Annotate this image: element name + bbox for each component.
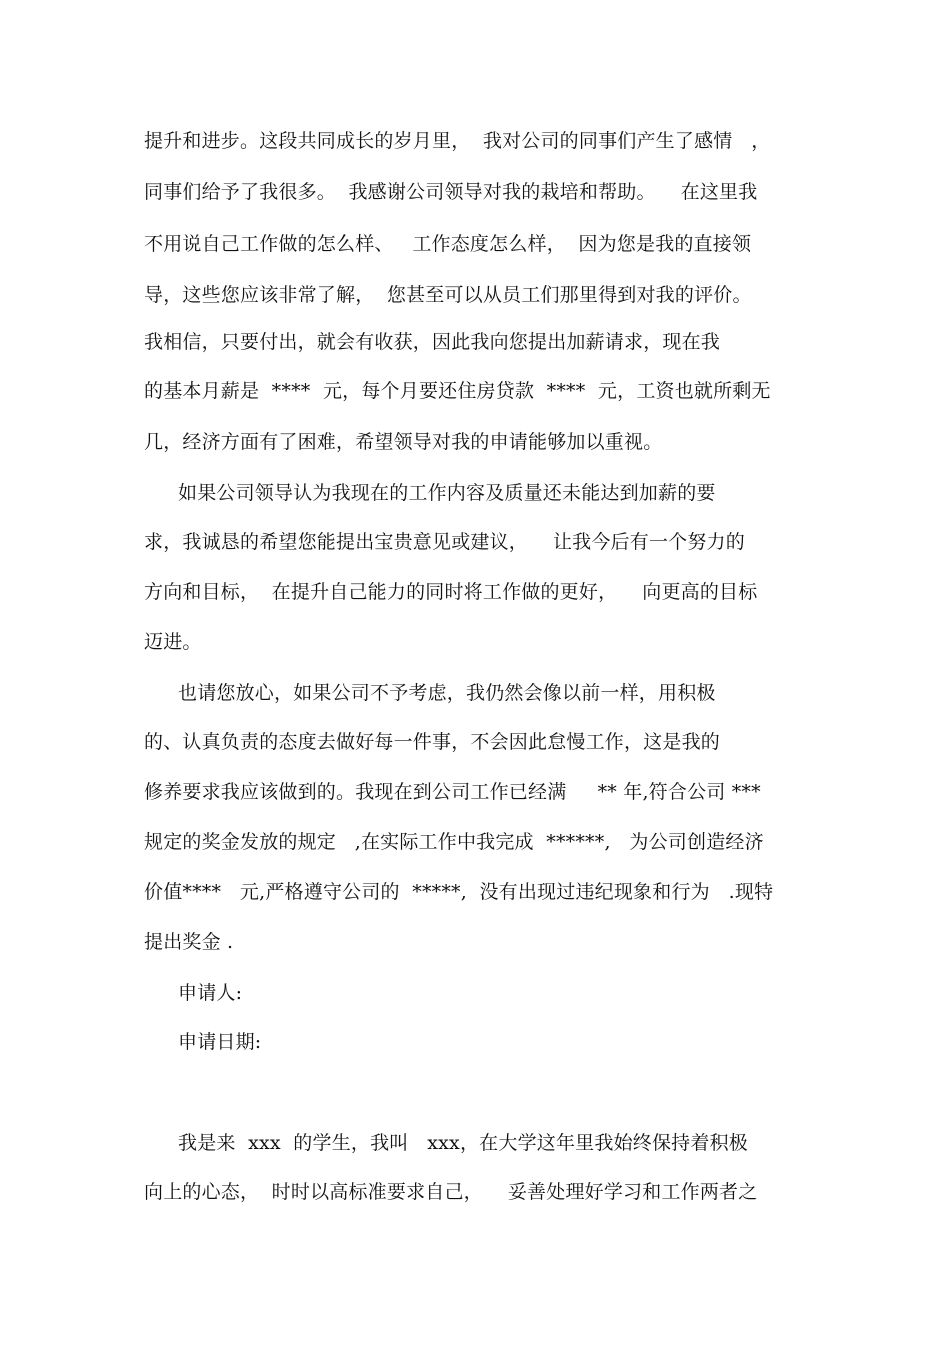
text-line: 几，经济方面有了困难，希望领导对我的申请能够加以重视。 bbox=[144, 431, 663, 453]
text-line: 修养要求我应该做到的。我现在到公司工作已经满 ** 年,符合公司 *** bbox=[144, 781, 761, 803]
text-line: 迈进。 bbox=[144, 631, 202, 653]
text-line: 提升和进步。这段共同成长的岁月里， 我对公司的同事们产生了感情 ， bbox=[144, 130, 771, 152]
text-line: 方向和目标， 在提升自己能力的同时将工作做的更好， 向更高的目标 bbox=[144, 581, 758, 603]
text-line: 规定的奖金发放的规定 ,在实际工作中我完成 ******, 为公司创造经济 bbox=[144, 831, 764, 853]
application-date-label: 申请日期: bbox=[178, 1031, 262, 1053]
text-line: 不用说自己工作做的怎么样、 工作态度怎么样， 因为您是我的直接领 bbox=[144, 233, 752, 255]
text-line: 提出奖金 . bbox=[144, 931, 234, 953]
text-line: 同事们给予了我很多。 我感谢公司领导对我的栽培和帮助。 在这里我 bbox=[144, 181, 758, 203]
text-line: 我相信，只要付出，就会有收获，因此我向您提出加薪请求，现在我 bbox=[144, 331, 721, 353]
text-line: 导，这些您应该非常了解， 您甚至可以从员工们那里得到对我的评价。 bbox=[144, 284, 752, 306]
text-line: 向上的心态， 时时以高标准要求自己， 妥善处理好学习和工作两者之 bbox=[144, 1181, 758, 1203]
text-line: 的基本月薪是 **** 元，每个月要还住房贷款 **** 元，工资也就所剩无 bbox=[144, 380, 771, 402]
applicant-label: 申请人: bbox=[178, 982, 243, 1004]
text-line: 的、认真负责的态度去做好每一件事，不会因此怠慢工作，这是我的 bbox=[144, 731, 721, 753]
text-line: 价值**** 元,严格遵守公司的 *****, 没有出现过违纪现象和行为 .现特 bbox=[144, 881, 774, 903]
text-line: 如果公司领导认为我现在的工作内容及质量还未能达到加薪的要 bbox=[178, 482, 716, 504]
text-line: 求，我诚恳的希望您能提出宝贵意见或建议， 让我今后有一个努力的 bbox=[144, 531, 745, 553]
text-line: 我是来 xxx 的学生，我叫 xxx，在大学这年里我始终保持着积极 bbox=[178, 1132, 748, 1154]
text-line: 也请您放心，如果公司不予考虑，我仍然会像以前一样，用积极 bbox=[178, 682, 716, 704]
